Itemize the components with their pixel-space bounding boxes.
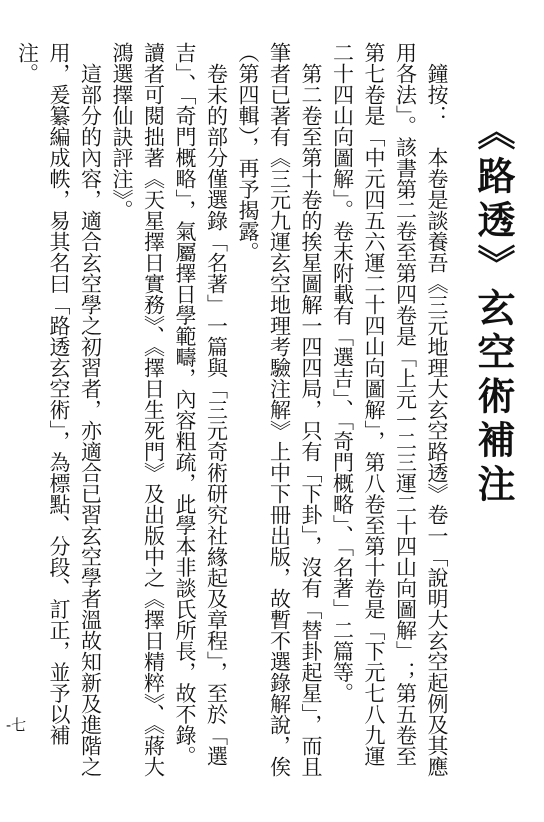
page-title: 《路透》玄空術補注	[471, 112, 516, 508]
body-text	[12, 42, 452, 777]
paragraph-2: 第二卷至第十卷的挨星圖解一四四局，只有「下卦」，沒有「替卦起星」，而且筆者已著有《三元九運玄空地理考驗注解》上中下冊出版，故暫不選錄解說，俟（第四輯），再予揭露。	[236, 42, 323, 777]
paragraph-1: 鐘按： 本卷是談養吾《三元地理大玄空路透》卷一「說明大玄空起例及其應用各法」。該書第二卷至第四卷是「上元一二三運二十四山向圖解」；第五卷至第七卷是「中元四五六運二十四山向圖解」，第八卷至第十卷是「下元七八九運二十四山向圖解」。卷末附載有「選吉」、「奇門概略」、「名著」二篇等。	[330, 42, 449, 777]
paragraph-3: 卷末的部分僅選錄「名著」一篇與「三元奇術研究社緣起及章程」，至於「選吉」、「奇門概略」，氣屬擇日學範疇，內容粗疏，此學本非談氏所長，故不錄。讀者可閱拙著《天星擇日實務》、《擇日生死門》及出版中之《擇日精粹》、《蔣大鴻選擇仙訣評注》。	[110, 42, 229, 777]
page-number: -七	[6, 716, 27, 734]
paragraph-4: 這部分的內容，適合玄空學之初習者，亦適合已習玄空學者溫故知新及進階之用，爰纂編成帙，易其名曰「路透玄空術」，為標點、分段、訂正，並予以補注。	[15, 42, 103, 777]
